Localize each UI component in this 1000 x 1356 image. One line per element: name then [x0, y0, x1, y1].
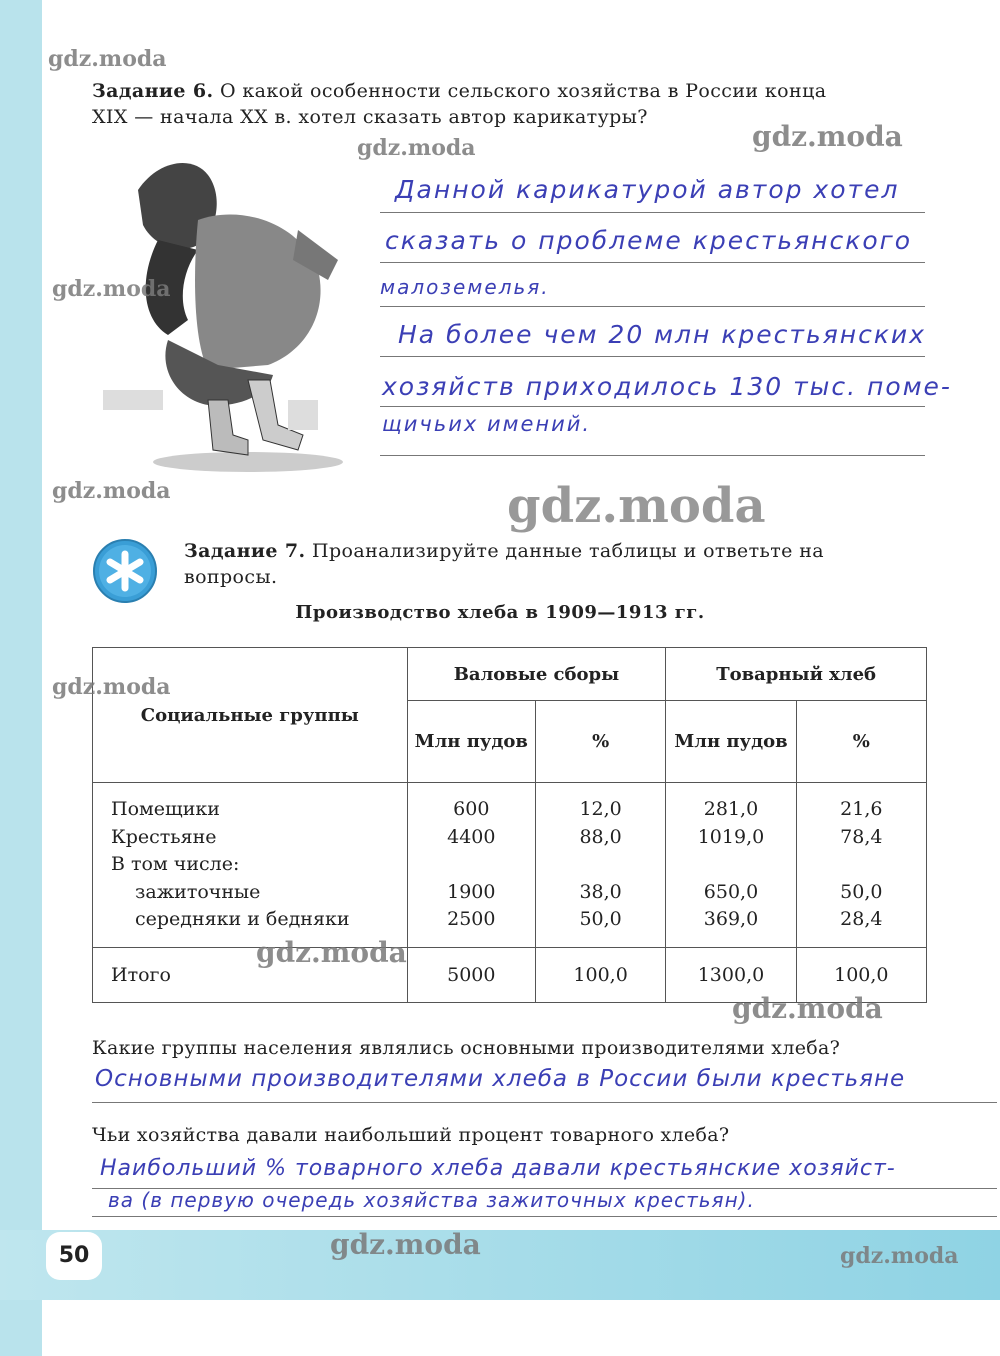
watermark: gdz.moda: [256, 936, 407, 969]
watermark: gdz.moda: [840, 1243, 959, 1269]
value: 12,0: [579, 798, 622, 821]
value: 369,0: [703, 908, 759, 931]
value: 2500: [447, 908, 496, 931]
task7-label: Задание 7.: [184, 540, 306, 562]
answer-1: Основными производителями хлеба в России были крестьяне: [95, 1066, 906, 1092]
value: 281,0: [703, 798, 759, 821]
gross-mln-cell: [407, 783, 535, 948]
answer-line: [380, 406, 925, 407]
subheader-gross-pct: %: [535, 701, 665, 783]
subheader-comm-mln: Млн пудов: [666, 701, 796, 783]
answer-2-line-2: ва (в первую очередь хозяйства зажиточных крестьян).: [108, 1188, 755, 1212]
value: 1019,0: [697, 825, 765, 848]
watermark: gdz.moda: [507, 478, 766, 534]
value: 88,0: [579, 825, 622, 848]
value: 4400: [447, 825, 496, 848]
value: 28,4: [840, 908, 883, 931]
group-including: В том числе:: [111, 853, 240, 876]
grain-production-table: [92, 647, 927, 1003]
watermark: gdz.moda: [752, 120, 903, 153]
subheader-gross-mln: Млн пудов: [407, 701, 535, 783]
answer-line: [380, 262, 925, 263]
task7-text: [184, 538, 929, 590]
value: 600: [453, 798, 490, 821]
question-2: Чьи хозяйства давали наибольший процент товарного хлеба?: [92, 1124, 730, 1146]
group-peasants: Крестьяне: [111, 825, 217, 848]
header-gross-harvest: Валовые сборы: [407, 648, 666, 701]
answer6-line-2: сказать о проблеме крестьянского: [385, 226, 913, 255]
value: 50,0: [579, 908, 622, 931]
answer-line: [380, 212, 925, 213]
value: 650,0: [703, 880, 759, 903]
task6-label: Задание 6.: [92, 80, 214, 102]
value: 21,6: [840, 798, 883, 821]
answer-line: [380, 306, 925, 307]
value: [797, 851, 926, 879]
total-gross-mln: 5000: [407, 948, 535, 1003]
value: 50,0: [840, 880, 883, 903]
answer-line: [92, 1216, 997, 1217]
answer6-line-1: Данной карикатурой автор хотел: [395, 175, 900, 204]
asterisk-badge-icon: [92, 538, 158, 604]
question-1: Какие группы населения являлись основными производителями хлеба?: [92, 1037, 841, 1059]
answer-line: [380, 455, 925, 456]
comm-mln-cell: [666, 783, 796, 948]
answer6-line-6: щичьих имений.: [382, 412, 592, 436]
header-commodity-grain: Товарный хлеб: [666, 648, 927, 701]
subheader-comm-pct: %: [796, 701, 926, 783]
table-title: Производство хлеба в 1909—1913 гг.: [295, 602, 705, 623]
task7-line1: Проанализируйте данные таблицы и ответьте на: [305, 540, 825, 562]
answer6-line-3: малоземелья.: [380, 275, 550, 299]
value: [536, 851, 665, 879]
left-color-band: [0, 0, 42, 1356]
value: 78,4: [840, 825, 883, 848]
page-number: 50: [46, 1232, 102, 1280]
header-social-groups: Социальные группы: [93, 648, 408, 783]
answer-line: [380, 356, 925, 357]
groups-cell: [93, 783, 408, 948]
value: 38,0: [579, 880, 622, 903]
watermark: gdz.moda: [732, 992, 883, 1025]
task6-line1: О какой особенности сельского хозяйства в России конца: [213, 80, 827, 102]
watermark: gdz.moda: [52, 478, 171, 504]
task7-line2: вопросы.: [184, 566, 278, 588]
watermark: gdz.moda: [330, 1228, 481, 1261]
total-gross-pct: 100,0: [535, 948, 665, 1003]
total-comm-pct: 100,0: [796, 948, 926, 1003]
watermark: gdz.moda: [357, 135, 476, 161]
answer-line: [92, 1102, 997, 1103]
comm-pct-cell: [796, 783, 926, 948]
value: [408, 851, 535, 879]
value: 1900: [447, 880, 496, 903]
group-wealthy: зажиточные: [135, 880, 261, 903]
watermark: gdz.moda: [52, 276, 171, 302]
total-label: Итого: [93, 948, 408, 1003]
total-comm-mln: 1300,0: [666, 948, 796, 1003]
group-landowners: Помещики: [111, 798, 220, 821]
value: [666, 851, 795, 879]
answer6-line-4: На более чем 20 млн крестьянских: [398, 320, 926, 349]
caricature-illustration: [98, 150, 348, 475]
task6-line2: XIX — начала XX в. хотел сказать автор карикатуры?: [92, 106, 648, 128]
group-middle-poor: середняки и бедняки: [135, 908, 350, 931]
watermark: gdz.moda: [52, 674, 171, 700]
watermark: gdz.moda: [48, 46, 167, 72]
gross-pct-cell: [535, 783, 665, 948]
answer-2-line-1: Наибольший % товарного хлеба давали крестьянские хозяйст-: [100, 1156, 896, 1181]
answer6-line-5: хозяйств приходилось 130 тыс. поме-: [382, 372, 952, 401]
